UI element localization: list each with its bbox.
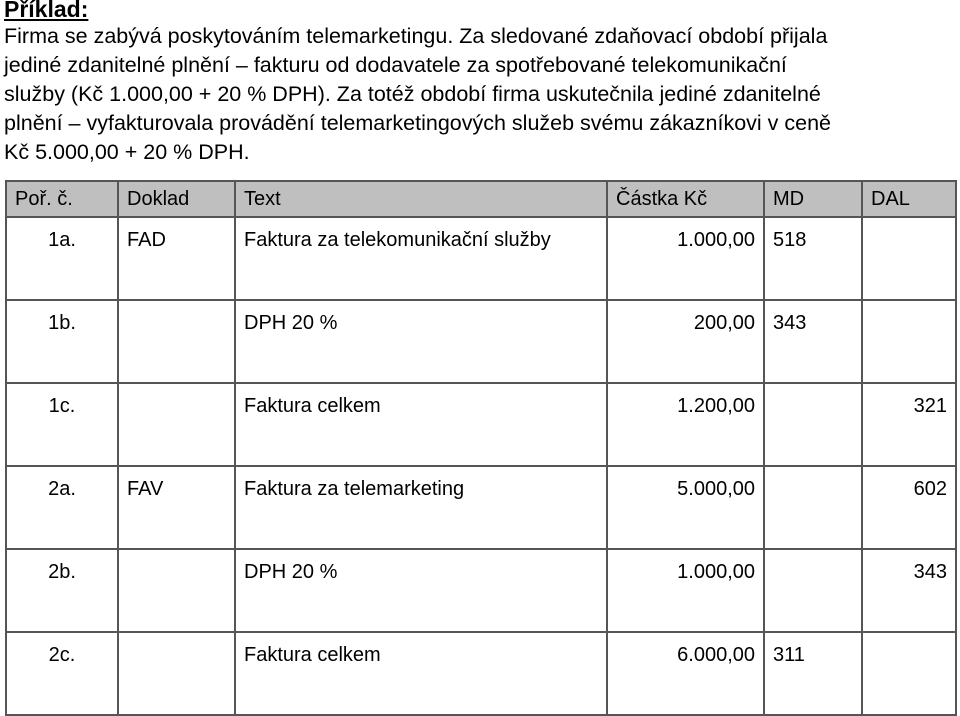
header-text: Text: [235, 181, 607, 217]
cell-md: [764, 383, 862, 466]
cell-poradi: 1c.: [6, 383, 118, 466]
table-row: [6, 217, 956, 300]
header-poradi: Poř. č.: [6, 181, 118, 217]
cell-text: DPH 20 %: [235, 300, 607, 383]
cell-dal: 602: [862, 466, 956, 549]
cell-doklad: [118, 383, 235, 466]
cell-dal: [862, 217, 956, 300]
cell-md: 518: [764, 217, 862, 300]
table-row: [6, 549, 956, 632]
cell-poradi: 1a.: [6, 217, 118, 300]
cell-castka: 1.000,00: [607, 549, 764, 632]
cell-text: Faktura za telekomunikační služby: [235, 217, 607, 300]
cell-md: [764, 466, 862, 549]
cell-doklad: FAV: [118, 466, 235, 549]
header-dal: DAL: [862, 181, 956, 217]
cell-md: 343: [764, 300, 862, 383]
table-row: [6, 466, 956, 549]
cell-poradi: 2c.: [6, 632, 118, 715]
cell-doklad: [118, 549, 235, 632]
cell-text: Faktura celkem: [235, 383, 607, 466]
cell-castka: 5.000,00: [607, 466, 764, 549]
header-md: MD: [764, 181, 862, 217]
intro-line: Kč 5.000,00 + 20 % DPH.: [4, 140, 250, 164]
cell-text: DPH 20 %: [235, 549, 607, 632]
cell-dal: [862, 632, 956, 715]
header-doklad: Doklad: [118, 181, 235, 217]
cell-castka: 6.000,00: [607, 632, 764, 715]
cell-dal: 343: [862, 549, 956, 632]
intro-paragraph: [4, 22, 960, 167]
table-row: [6, 300, 956, 383]
intro-line: služby (Kč 1.000,00 + 20 % DPH). Za totéž období firma uskutečnila jediné zdanitelné: [4, 82, 821, 106]
cell-poradi: 1b.: [6, 300, 118, 383]
cell-dal: 321: [862, 383, 956, 466]
cell-dal: [862, 300, 956, 383]
cell-doklad: FAD: [118, 217, 235, 300]
table-header-row: [6, 181, 956, 217]
intro-line: plnění – vyfakturovala provádění telemarketingových služeb svému zákazníkovi v ceně: [4, 111, 831, 135]
cell-md: [764, 549, 862, 632]
cell-md: 311: [764, 632, 862, 715]
accounting-table: [5, 180, 957, 716]
table-row: [6, 383, 956, 466]
cell-poradi: 2a.: [6, 466, 118, 549]
intro-line: jediné zdanitelné plnění – fakturu od dodavatele za spotřebované telekomunikační: [4, 53, 787, 77]
cell-castka: 1.000,00: [607, 217, 764, 300]
cell-text: Faktura za telemarketing: [235, 466, 607, 549]
header-castka: Částka Kč: [607, 181, 764, 217]
example-heading: Příklad:: [4, 0, 89, 22]
cell-doklad: [118, 300, 235, 383]
cell-doklad: [118, 632, 235, 715]
cell-poradi: 2b.: [6, 549, 118, 632]
cell-text: Faktura celkem: [235, 632, 607, 715]
cell-castka: 1.200,00: [607, 383, 764, 466]
intro-line: Firma se zabývá poskytováním telemarketingu. Za sledované zdaňovací období přijala: [4, 24, 828, 48]
cell-castka: 200,00: [607, 300, 764, 383]
table-row: [6, 632, 956, 715]
